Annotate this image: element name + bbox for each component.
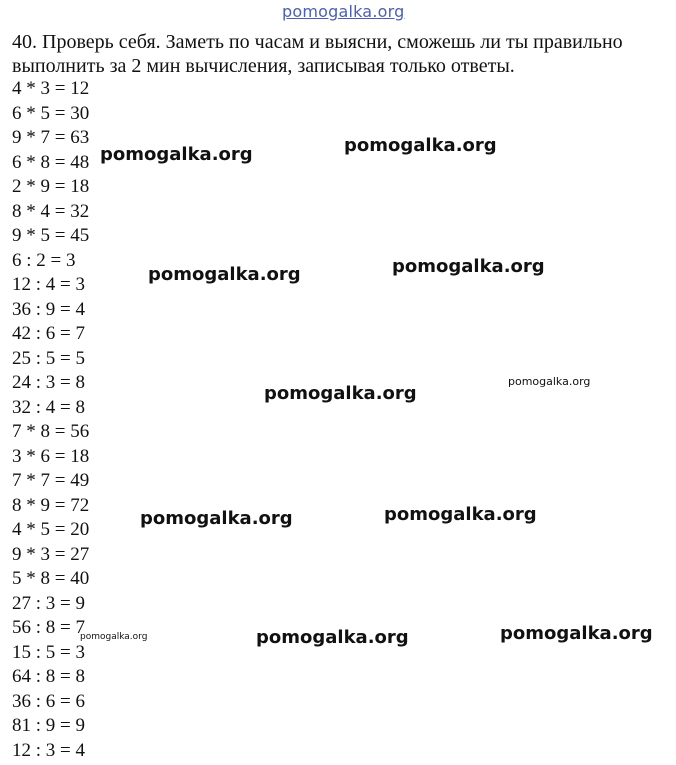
- equation-item: 4 * 5 = 20: [12, 519, 90, 540]
- equation-item: 8 * 4 = 32: [12, 200, 90, 222]
- watermark: pomogalka.org: [100, 144, 253, 165]
- watermark: pomogalka.org: [264, 383, 417, 404]
- equation-item: 42 : 6 = 7: [12, 323, 85, 344]
- watermark: pomogalka.org: [384, 504, 537, 525]
- equation-item: 36 : 9 = 4: [12, 298, 85, 320]
- equation-item: 5 * 8 = 40: [12, 568, 90, 589]
- equation-item: 12 : 4 = 3: [12, 274, 85, 295]
- equation-item: 36 : 6 = 6: [12, 690, 85, 712]
- equation-item: 9 * 7 = 63: [12, 127, 90, 148]
- equation-item: 27 : 3 = 9: [12, 592, 85, 614]
- equation-list: [12, 77, 89, 763]
- equation-item: 9 * 3 = 27: [12, 543, 90, 565]
- equation-item: 7 * 7 = 49: [12, 470, 90, 491]
- watermark: pomogalka.org: [148, 264, 301, 285]
- equation-item: 32 : 4 = 8: [12, 396, 85, 418]
- equation-item: 6 * 5 = 30: [12, 102, 90, 124]
- equation-item: 6 * 8 = 48: [12, 151, 90, 173]
- watermark: pomogalka.org: [392, 256, 545, 277]
- equation-item: 25 : 5 = 5: [12, 347, 85, 369]
- equation-item: 64 : 8 = 8: [12, 666, 85, 687]
- equation-item: 8 * 9 = 72: [12, 494, 90, 516]
- equation-item: 4 * 3 = 12: [12, 78, 90, 99]
- equation-item: 56 : 8 = 7: [12, 617, 85, 638]
- watermark: pomogalka.org: [256, 627, 409, 648]
- watermark: pomogalka.org: [80, 632, 148, 642]
- task-text: 40. Проверь себя. Заметь по часам и выясни, сможешь ли ты правильно выполнить за 2 мин вычисления, записывая только ответы.: [12, 31, 623, 77]
- equation-item: 24 : 3 = 8: [12, 372, 85, 393]
- equation-item: 3 * 6 = 18: [12, 445, 90, 467]
- equation-item: 6 : 2 = 3: [12, 249, 76, 271]
- equation-item: 12 : 3 = 4: [12, 739, 85, 761]
- equation-item: 2 * 9 = 18: [12, 176, 90, 197]
- watermark: pomogalka.org: [344, 135, 497, 156]
- equation-item: 81 : 9 = 9: [12, 715, 85, 736]
- site-logo-link[interactable]: pomogalka.org: [282, 2, 405, 21]
- watermark: pomogalka.org: [140, 508, 293, 529]
- equation-item: 9 * 5 = 45: [12, 225, 90, 246]
- watermark: pomogalka.org: [508, 375, 591, 388]
- equation-item: 7 * 8 = 56: [12, 421, 90, 442]
- equation-item: 15 : 5 = 3: [12, 641, 85, 663]
- watermark: pomogalka.org: [500, 623, 653, 644]
